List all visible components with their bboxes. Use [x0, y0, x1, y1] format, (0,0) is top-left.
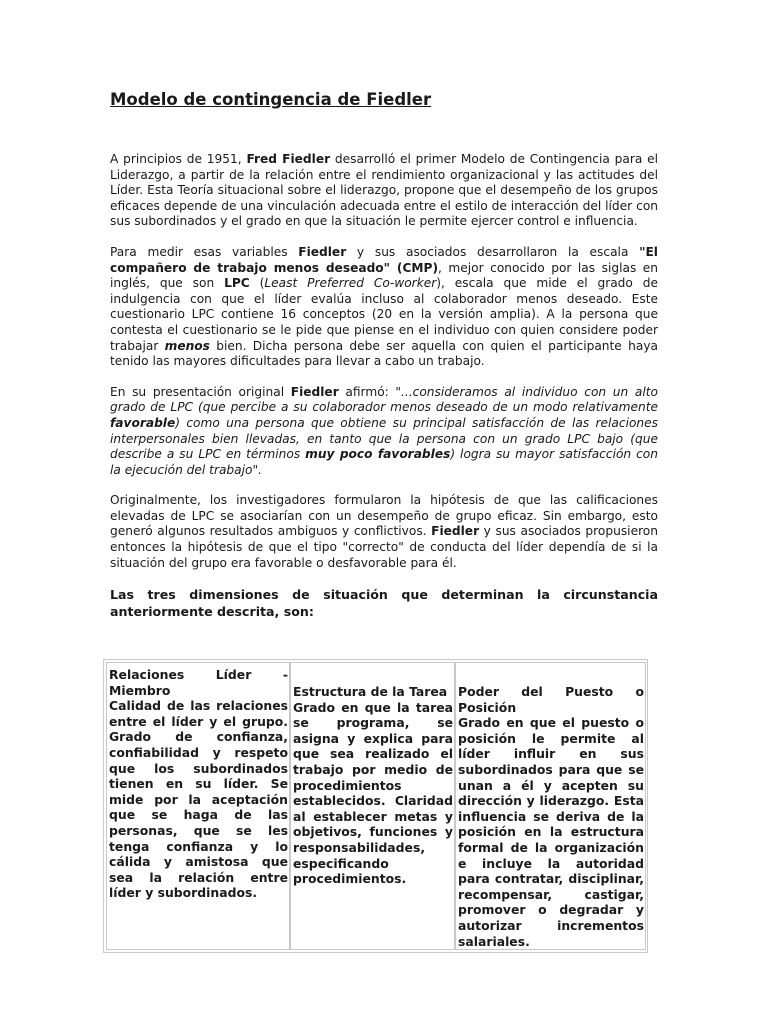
quote-emphasis-muy-poco-favorables: muy poco favorables [305, 447, 451, 462]
cell-heading: Estructura de la Tarea [293, 684, 448, 699]
cell-text: Calidad de las relaciones entre el líder y el grupo. Grado de confianza, confiabilidad y respeto que los subordinados tienen en su líder. Se mide por la aceptación que se haga de las personas, que se les tenga confianza y lo cálida y amistosa que sea la relación entre líder y subordinados. [109, 698, 288, 901]
text-run: desarrolló el primer Modelo de Contingencia para el Liderazgo, a partir de la relación entre el rendimiento organizacional y las actitudes del Líder. Esta Teoría situacional sobre el liderazgo, propone que el desempeño de los grupos eficaces depende de una vinculación adecuada entre el estilo de interacción del líder con sus subordinados y el grado en que la situación le permite ejercer control e influencia. [110, 152, 658, 229]
text-run: Originalmente, los investigadores formularon la hipótesis de que las calificaciones elevadas de LPC se asociarían con un desempeño de grupo eficaz. Sin embargo, esto generó algunos resultados ambiguos y conflictivos. [110, 493, 658, 539]
emphasis-name: Fiedler [298, 244, 347, 259]
dimensions-table [103, 659, 648, 953]
cell-heading: Relaciones Líder - Miembro [109, 667, 288, 698]
text-run: En su presentación original [110, 384, 291, 399]
text-run: ), escala que mide el grado de indulgencia con que el líder evalúa incluso al colaborador menos deseado. Este cuestionario LPC contiene 16 conceptos (20 en la versión amplia). A la persona que contesta el cuestionario se le pide que piense en el individuo con quien considere poder trabajar [110, 276, 658, 353]
table-cell-relaciones [106, 662, 290, 950]
text-run: ( [249, 276, 265, 291]
document-page [110, 90, 658, 620]
cell-text: Grado en que el puesto o posición le permite al líder influir en sus subordinados para que se unan a él y acepten su dirección y liderazgo. Esta influencia se deriva de la posición en la estructura formal de la organización e incluye la autoridad para contratar, disciplinar, recompensar, castigar, promover o degradar y autorizar incrementos salariales. [458, 715, 644, 949]
text-run: y sus asociados desarrollaron la escala [346, 244, 640, 259]
table-cell-estructura [290, 662, 455, 950]
paragraph-intro [110, 152, 658, 230]
emphasis-name: Fiedler [290, 384, 339, 399]
emphasis-name: Fred Fiedler [246, 152, 331, 166]
paragraph-lpc-scale [110, 245, 658, 370]
quote-emphasis-favorable: favorable [110, 415, 176, 430]
quote-text: ) logra su mayor satisfacción con la ejecución del trabajo". [110, 447, 658, 477]
table-cell-poder [455, 662, 646, 950]
text-run: afirmó: [338, 384, 396, 399]
text-run: bien. Dicha persona debe ser aquella con quien el participante haya tenido las mayores dificultades para llevar a cabo un trabajo. [110, 338, 658, 369]
emphasis-scale-name: "El compañero de trabajo menos deseado" (CMP) [110, 244, 658, 275]
text-run: A principios de 1951, [110, 152, 247, 166]
text-run: , mejor conocido por las siglas en inglés, que son [110, 260, 659, 291]
text-run: y sus asociados propusieron entonces la hipótesis de que el tipo "correcto" de conducta del líder dependía de si la situación del grupo era favorable o desfavorable para él. [110, 524, 658, 570]
quote-text: ) como una persona que obtiene su principal satisfacción de las relaciones interpersonales bien llevadas, en tanto que la persona con un grado LPC bajo (que describe a su LPC en términos [110, 415, 658, 462]
text-run: Para medir esas variables [110, 244, 299, 259]
paragraph-quote [110, 385, 658, 479]
emphasis-menos: menos [164, 338, 210, 353]
emphasis-name: Fiedler [431, 524, 480, 539]
page-title: Modelo de contingencia de Fiedler [110, 90, 432, 109]
emphasis-lpc: LPC [224, 276, 250, 291]
italic-english-term: Least Preferred Co-worker [264, 276, 437, 291]
section-heading: Las tres dimensiones de situación que determinan la circunstancia anteriormente descrita, son: [110, 587, 658, 620]
quote-text: "...consideramos al individuo con un alto grado de LPC (que percibe a su colaborador menos deseado de un modo relativamente [110, 384, 658, 415]
cell-heading: Poder del Puesto o Posición [458, 684, 644, 715]
paragraph-hypothesis [110, 493, 658, 571]
cell-text: Grado en que la tarea se programa, se asigna y explica para que sea realizado el trabajo por medio de procedimientos establecidos. Claridad al establecer metas y objetivos, funciones y responsabilidades, especificando procedimientos. [293, 699, 453, 887]
